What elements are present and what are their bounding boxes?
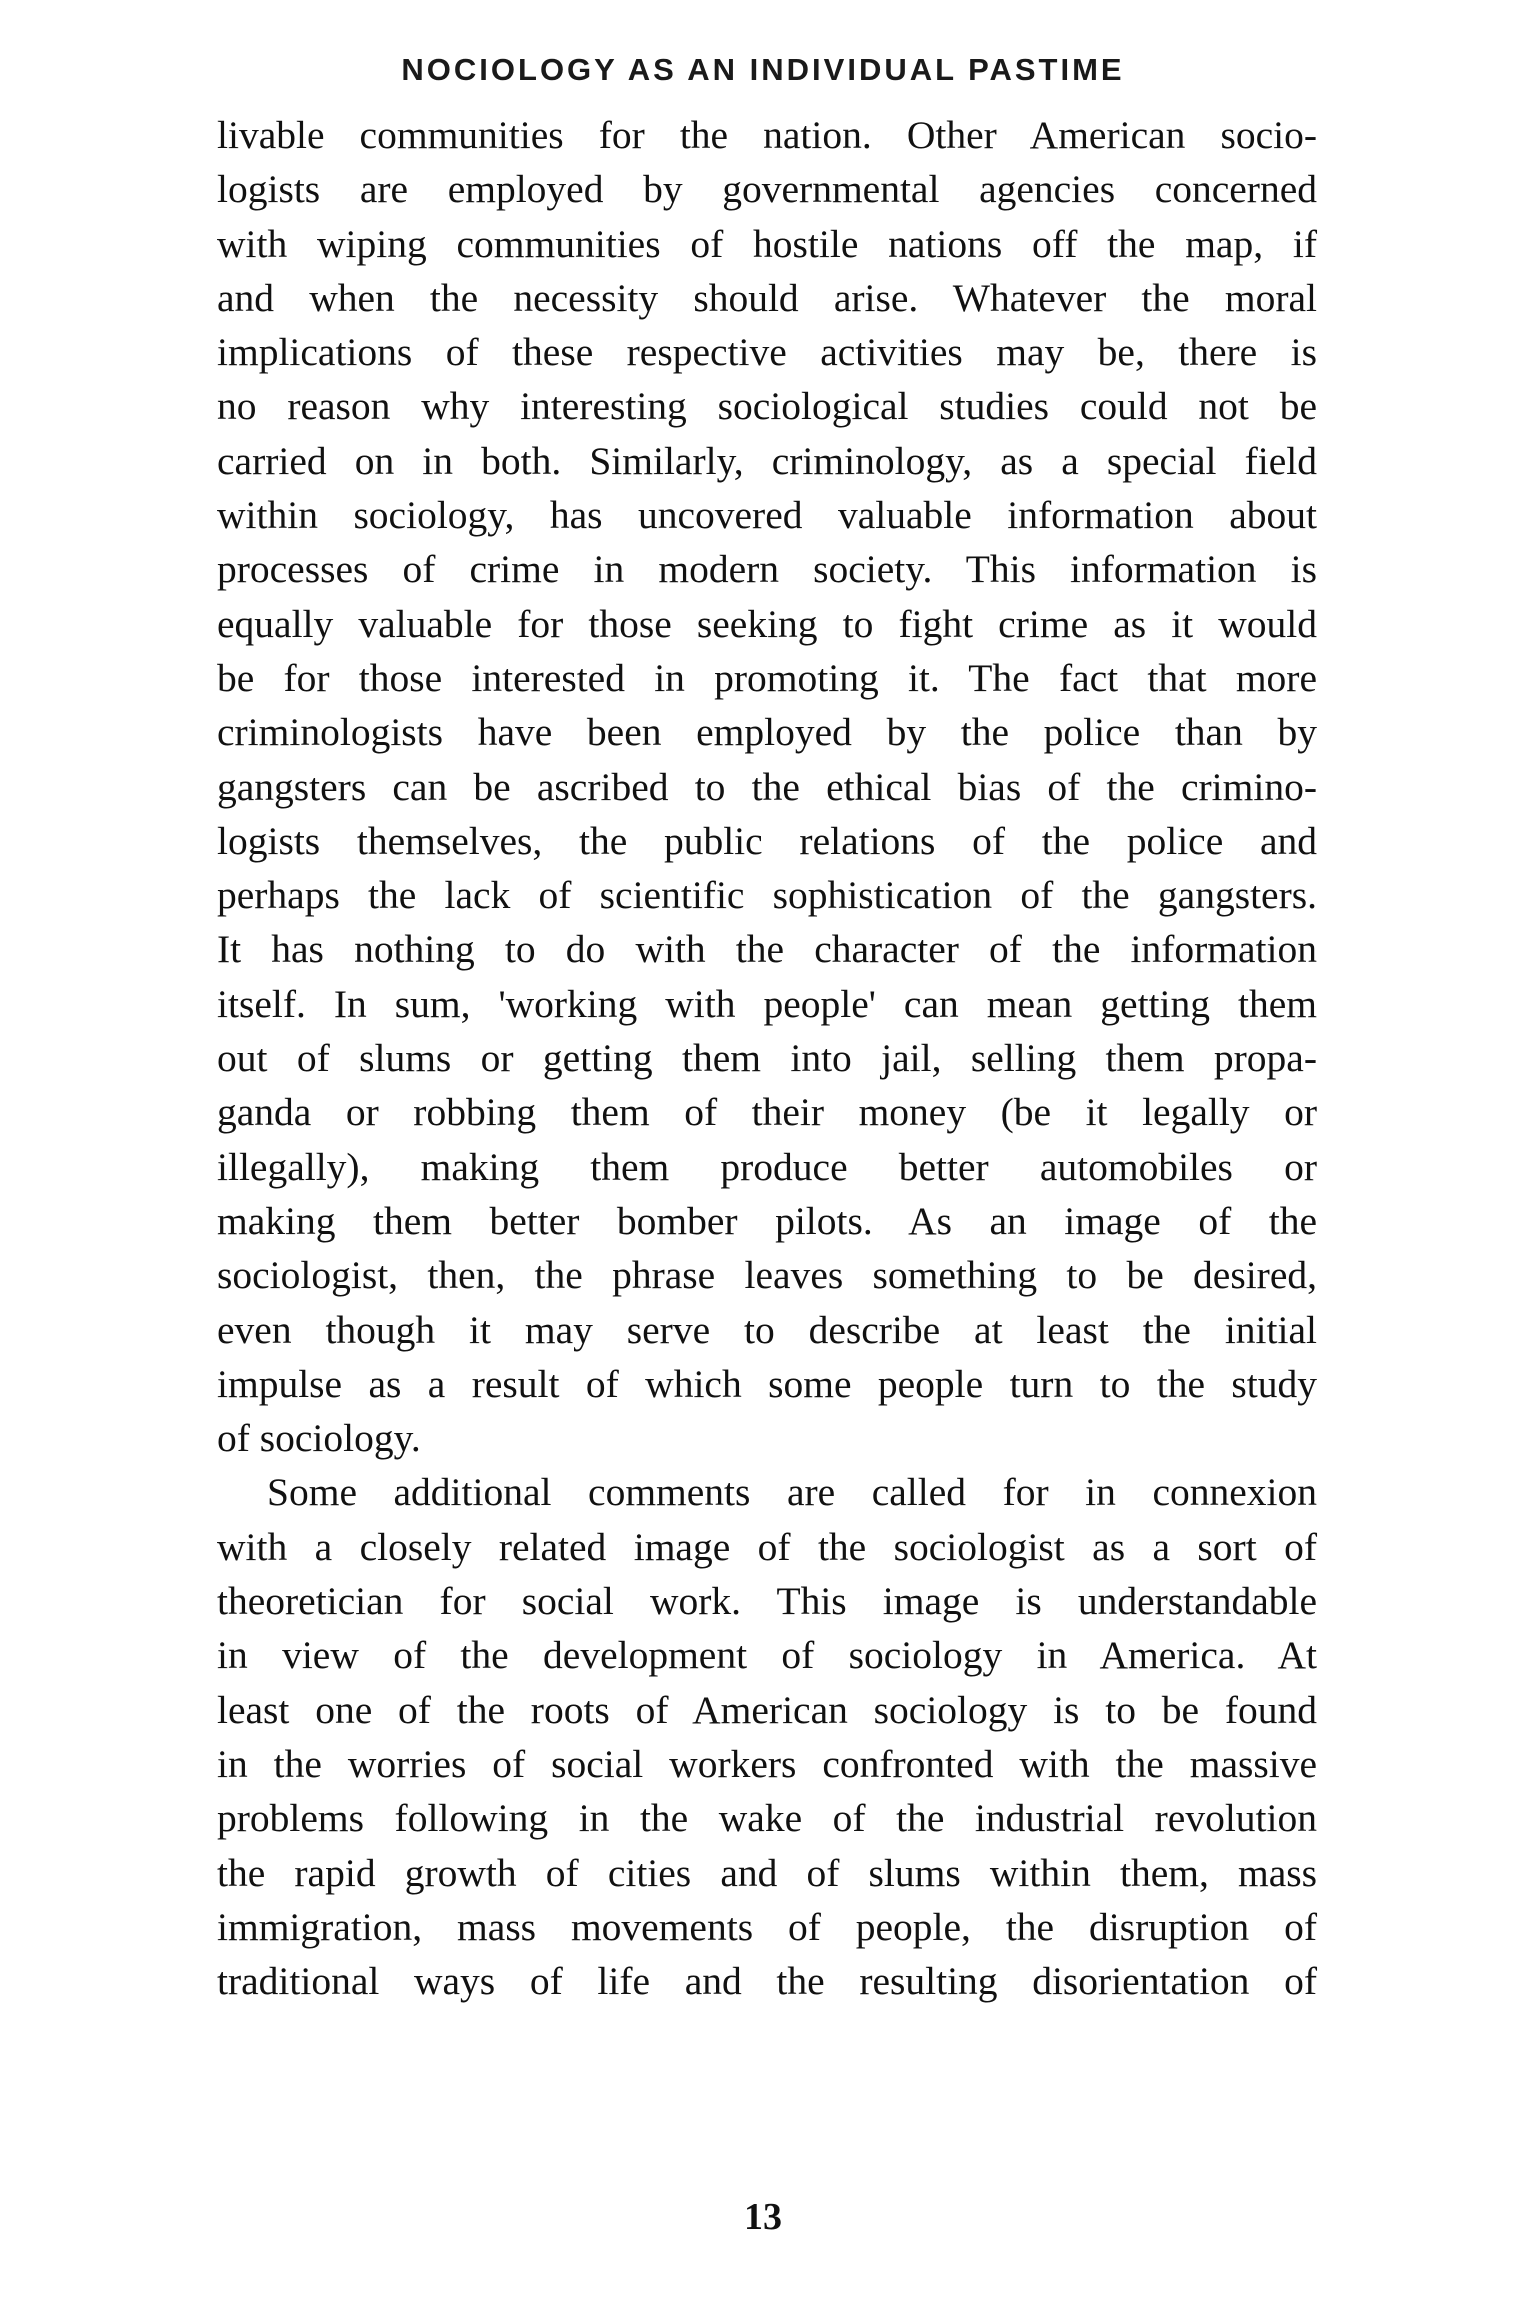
text-line: be for those interested in promoting it. The fact that more	[217, 655, 1317, 700]
text-line: with wiping communities of hostile nations off the map, if	[217, 221, 1317, 266]
text-line: livable communities for the nation. Other American socio-	[217, 113, 1317, 157]
text-line: least one of the roots of American sociology is to be found	[217, 1687, 1317, 1732]
text-line: with a closely related image of the sociologist as a sort of	[217, 1524, 1317, 1569]
text-line: It has nothing to do with the character of the information	[217, 927, 1317, 972]
paragraph	[217, 1465, 1317, 2008]
text-line: making them better bomber pilots. As an image of the	[217, 1198, 1317, 1243]
body-text	[217, 108, 1317, 2008]
text-line: ganda or robbing them of their money (be it legally or	[217, 1090, 1317, 1135]
text-line: and when the necessity should arise. Whatever the moral	[217, 275, 1317, 320]
paragraph	[217, 108, 1317, 1465]
text-line: theoretician for social work. This image is understandable	[217, 1579, 1317, 1624]
text-line: no reason why interesting sociological studies could not be	[217, 384, 1317, 429]
text-line: out of slums or getting them into jail, selling them propa-	[217, 1036, 1317, 1081]
text-line: criminologists have been employed by the police than by	[217, 710, 1317, 755]
text-line: logists are employed by governmental agencies concerned	[217, 167, 1317, 212]
page-number: 13	[744, 2196, 782, 2238]
text-line: illegally), making them produce better automobiles or	[217, 1144, 1317, 1189]
text-line: gangsters can be ascribed to the ethical bias of the crimino-	[217, 764, 1317, 809]
text-line: implications of these respective activities may be, there is	[217, 330, 1317, 375]
text-line: immigration, mass movements of people, the disruption of	[217, 1904, 1317, 1949]
text-line: within sociology, has uncovered valuable information about	[217, 493, 1317, 538]
text-line: problems following in the wake of the industrial revolution	[217, 1796, 1317, 1841]
text-line: Some additional comments are called for in connexion	[267, 1470, 1317, 1515]
running-head: NOCIOLOGY AS AN INDIVIDUAL PASTIME	[401, 52, 1125, 87]
text-line: sociologist, then, the phrase leaves something to be desired,	[217, 1253, 1317, 1298]
text-line: processes of crime in modern society. This information is	[217, 547, 1317, 592]
text-line: the rapid growth of cities and of slums within them, mass	[217, 1850, 1317, 1895]
text-line: traditional ways of life and the resulting disorientation of	[217, 1959, 1317, 2004]
text-line: carried on in both. Similarly, criminology, as a special field	[217, 438, 1317, 483]
text-line: perhaps the lack of scientific sophistication of the gangsters.	[217, 873, 1317, 918]
text-line: impulse as a result of which some people turn to the study	[217, 1361, 1317, 1406]
text-line: equally valuable for those seeking to fight crime as it would	[217, 601, 1317, 646]
text-line: in the worries of social workers confronted with the massive	[217, 1741, 1317, 1786]
text-line: itself. In sum, 'working with people' can mean getting them	[217, 981, 1317, 1026]
text-line: of sociology.	[217, 1416, 421, 1461]
text-line: in view of the development of sociology in America. At	[217, 1633, 1317, 1678]
text-line: logists themselves, the public relations of the police and	[217, 818, 1317, 863]
text-line: even though it may serve to describe at least the initial	[217, 1307, 1317, 1352]
